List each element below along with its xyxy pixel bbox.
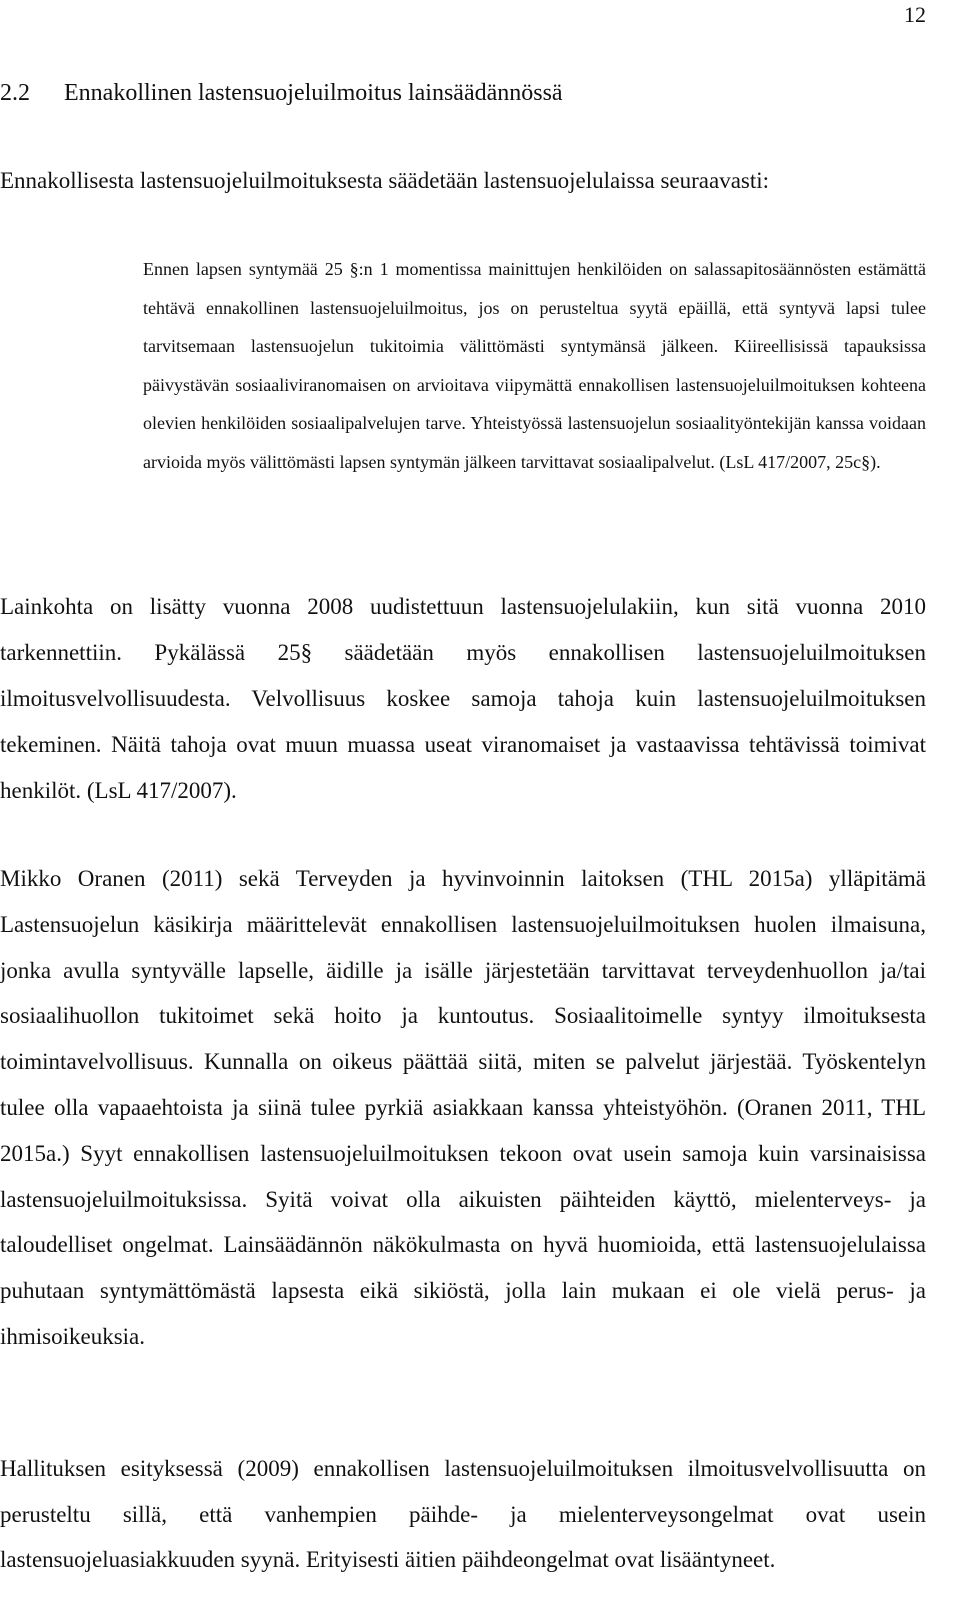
section-heading [0,80,563,107]
section-title: Ennakollinen lastensuojeluilmoitus lainsäädännössä [64,80,563,106]
intro-paragraph: Ennakollisesta lastensuojeluilmoituksesta säädetään lastensuojelulaissa seuraavasti: [0,168,770,193]
law-quote: Ennen lapsen syntymää 25 §:n 1 momentissa mainittujen henkilöiden on salassapitosäännösten estämättä tehtävä ennakollinen lastensuojeluilmoitus, jos on perusteltua syytä epäillä, että syntyvä lapsi tulee tarvitsemaan lastensuojelun tukitoimia välittömästi syntymänsä jälkeen. Kiireellisissä tapauksissa päivystävän sosiaaliviranomaisen on arvioitava viipymättä ennakollisen lastensuojeluilmoituksen kohteena olevien henkilöiden sosiaalipalvelujen tarve. Yhteistyössä lastensuojelun sosiaalityöntekijän kanssa voidaan arvioida myös välittömästi lapsen syntymän jälkeen tarvittavat sosiaalipalvelut. (LsL 417/2007, 25c§). [143,259,926,472]
body-paragraph: Mikko Oranen (2011) sekä Terveyden ja hyvinvoinnin laitoksen (THL 2015a) ylläpitämä Lastensuojelun käsikirja määrittelevät ennakollisen lastensuojeluilmoituksen huolen ilmaisuna, jonka avulla syntyvälle lapselle, äidille ja isälle järjestetään tarvittavat terveydenhuollon ja/tai sosiaalihuollon tukitoimet sekä hoito ja kuntoutus. Sosiaalitoimelle syntyy ilmoituksesta toimintavelvollisuus. Kunnalla on oikeus päättää siitä, miten se palvelut järjestää. Työskentelyn tulee olla vapaaehtoista ja siinä tulee pyrkiä asiakkaan kanssa yhteistyöhön. (Oranen 2011, THL 2015a.) Syyt ennakollisen lastensuojeluilmoituksen tekoon ovat usein samoja kuin varsinaisissa lastensuojeluilmoituksissa. Syitä voivat olla aikuisten päihteiden käyttö, mielenterveys- ja taloudelliset ongelmat. Lainsäädännön näkökulmasta on hyvä huomioida, että lastensuojelulaissa puhutaan syntymättömästä lapsesta eikä sikiöstä, jolla lain mukaan ei ole vielä perus- ja ihmisoikeuksia. [0,866,926,1349]
body-paragraph: Hallituksen esityksessä (2009) ennakollisen lastensuojeluilmoituksen ilmoitusvelvollisuutta on perusteltu sillä, että vanhempien päihde- ja mielenterveysongelmat ovat usein lastensuojeluasiakkuuden syynä. Erityisesti äitien päihdeongelmat ovat lisääntyneet. [0,1456,926,1572]
page-number: 12 [904,2,926,27]
body-paragraph: Lainkohta on lisätty vuonna 2008 uudistettuun lastensuojelulakiin, kun sitä vuonna 2010 tarkennettiin. Pykälässä 25§ säädetään myös ennakollisen lastensuojeluilmoituksen ilmoitusvelvollisuudesta. Velvollisuus koskee samoja tahoja kuin lastensuojeluilmoituksen tekeminen. Näitä tahoja ovat muun muassa useat viranomaiset ja vastaavissa tehtävissä toimivat henkilöt. (LsL 417/2007). [0,594,926,803]
section-number: 2.2 [0,80,30,106]
